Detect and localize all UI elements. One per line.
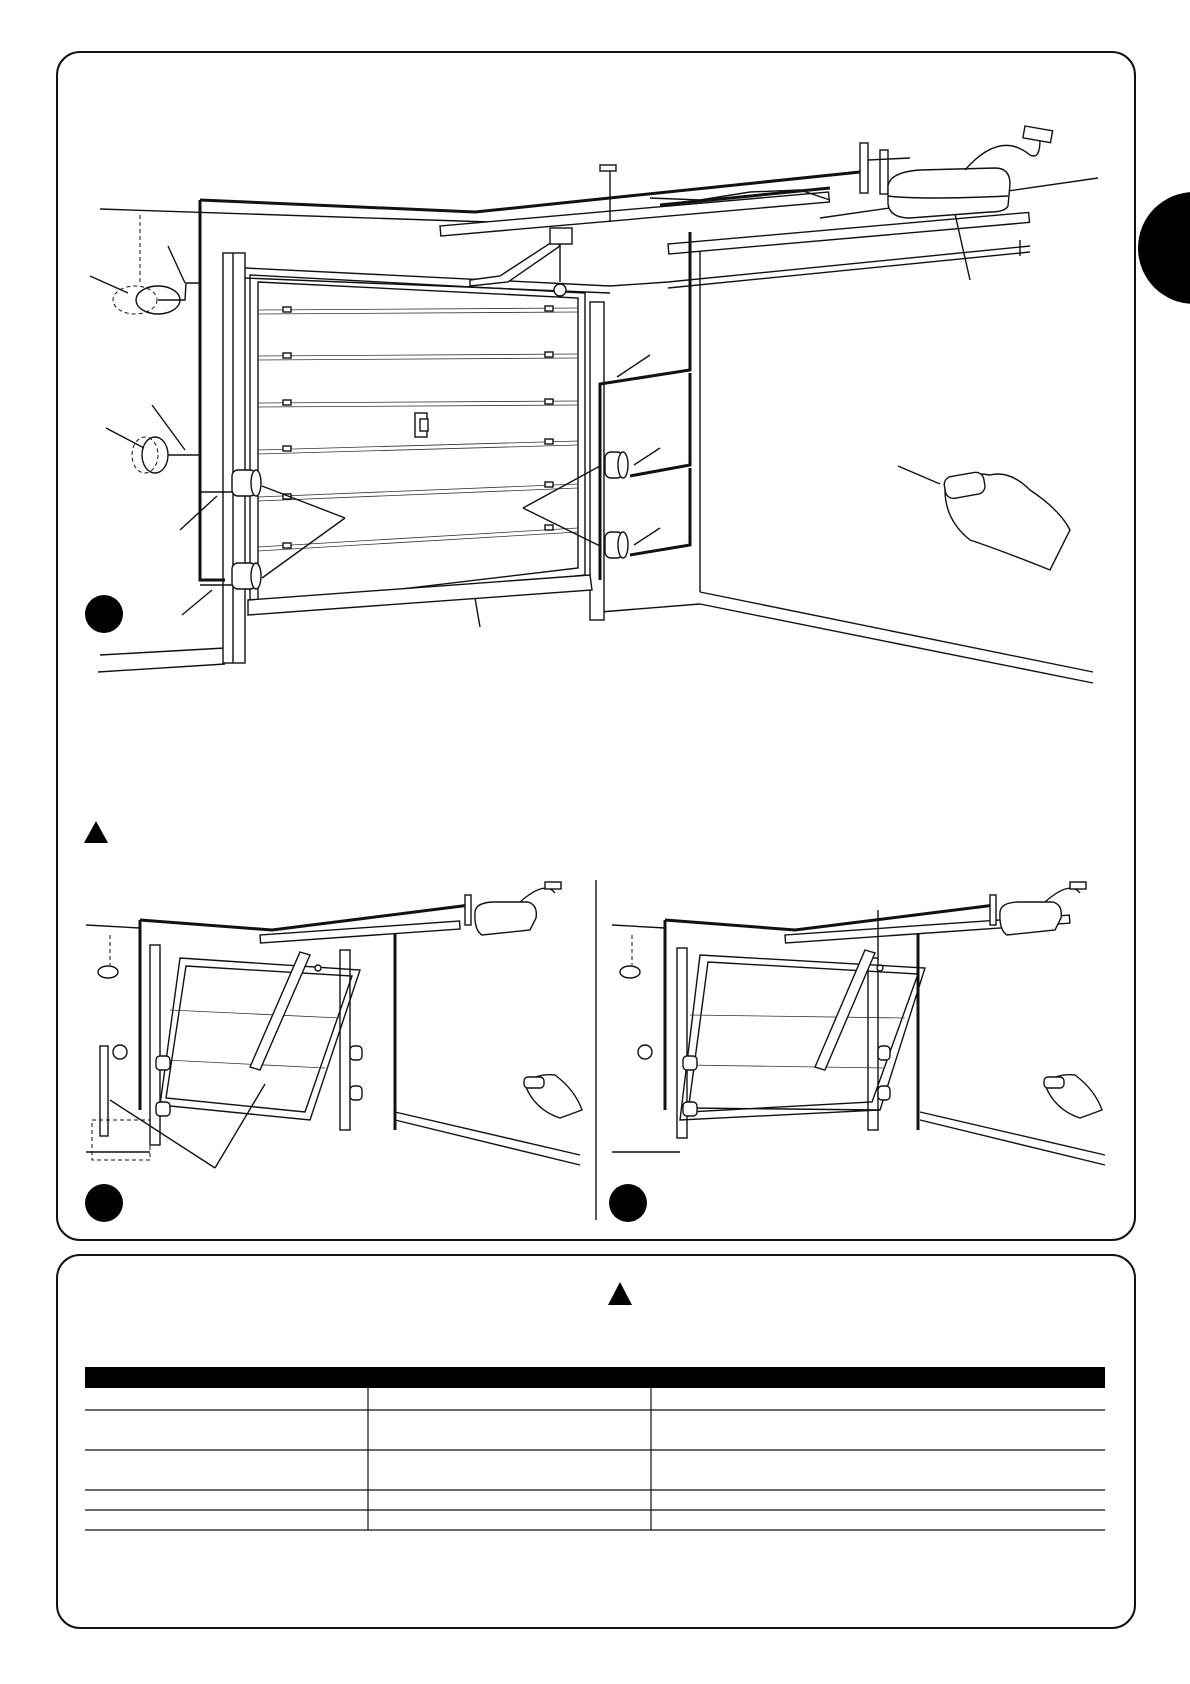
warning-triangle-icon	[608, 1282, 632, 1305]
table-header	[85, 1367, 1105, 1388]
warning-triangle-icon	[84, 821, 108, 843]
left-variant-diagram	[86, 882, 582, 1168]
data-table	[85, 1367, 1105, 1530]
right-variant-diagram	[612, 882, 1105, 1165]
figure-marker-icon	[609, 1184, 647, 1222]
main-installation-diagram	[90, 126, 1098, 683]
figure-marker-icon	[85, 595, 123, 633]
figure-marker-icon	[85, 1184, 123, 1222]
